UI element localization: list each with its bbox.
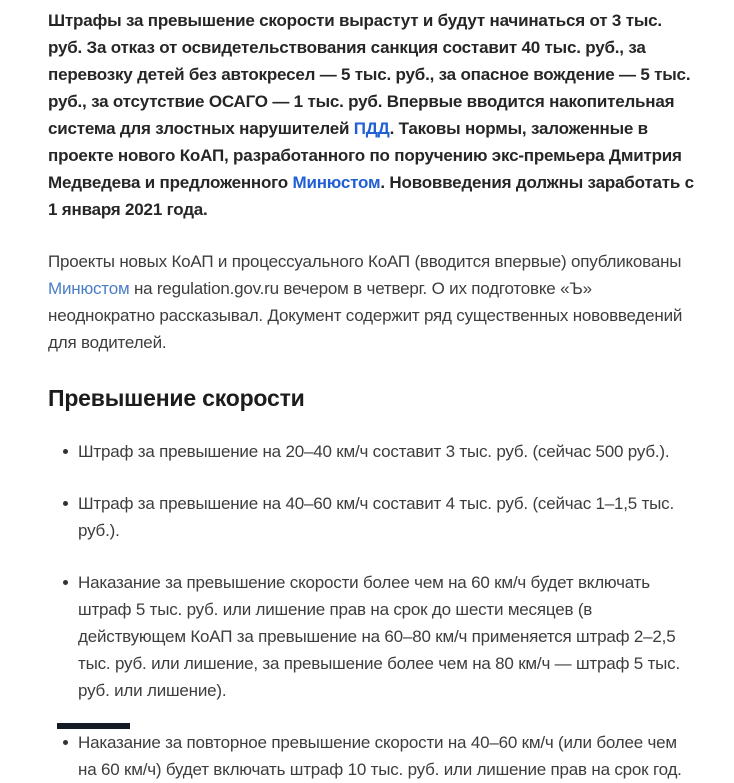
- list-item: Штраф за превышение на 40–60 км/ч составит 4 тыс. руб. (сейчас 1–1,5 тыс. руб.).: [78, 490, 696, 544]
- text-segment: на regulation.gov.ru вечером в четверг. О их подготовке «Ъ» неоднократно рассказывал. Документ содержит ряд существенных нововведений для водителей.: [48, 279, 683, 352]
- list-item: Наказание за повторное превышение скорости на 40–60 км/ч (или более чем на 60 км/ч) будет включать штраф 10 тыс. руб. или лишение прав на срок год.: [78, 729, 696, 783]
- inline-link[interactable]: Минюстом: [292, 173, 381, 192]
- lead-paragraph: [48, 7, 696, 223]
- text-segment: . Таковы нормы, заложенные в проекте нового КоАП, разработанного по поручению экс-премьера Дмитрия Медведева и предложенного: [48, 119, 682, 192]
- list-item: Наказание за превышение скорости более чем на 60 км/ч будет включать штраф 5 тыс. руб. или лишение прав на срок до шести месяцев (в действующем КоАП за превышение на 60–80 км/ч применяется штраф 2–2,5 тыс. руб. или лишение, за превышение более чем на 80 км/ч — штраф 5 тыс. руб. или лишение).: [78, 569, 696, 704]
- intro-paragraph: [48, 248, 696, 356]
- next-block-cutoff-edge: [57, 723, 130, 729]
- inline-link[interactable]: ПДД: [353, 119, 390, 138]
- text-segment: . Нововведения должны заработать с 1 января 2021 года.: [48, 173, 694, 219]
- text-segment: Штрафы за превышение скорости вырастут и будут начинаться от 3 тыс. руб. За отказ от освидетельствования санкция составит 40 тыс. руб., за перевозку детей без автокресел — 5 тыс. руб., за опасное вождение — 5 тыс. руб., за отсутствие ОСАГО — 1 тыс. руб. Впервые вводится накопительная система для злостных нарушителей: [48, 11, 691, 138]
- text-segment: Проекты новых КоАП и процессуального КоАП (вводится впервые) опубликованы: [48, 252, 682, 271]
- fines-bullet-list: [48, 438, 696, 783]
- list-item: Штраф за превышение на 20–40 км/ч составит 3 тыс. руб. (сейчас 500 руб.).: [78, 438, 696, 465]
- section-heading: Превышение скорости: [48, 385, 305, 411]
- inline-link[interactable]: Минюстом: [48, 279, 130, 298]
